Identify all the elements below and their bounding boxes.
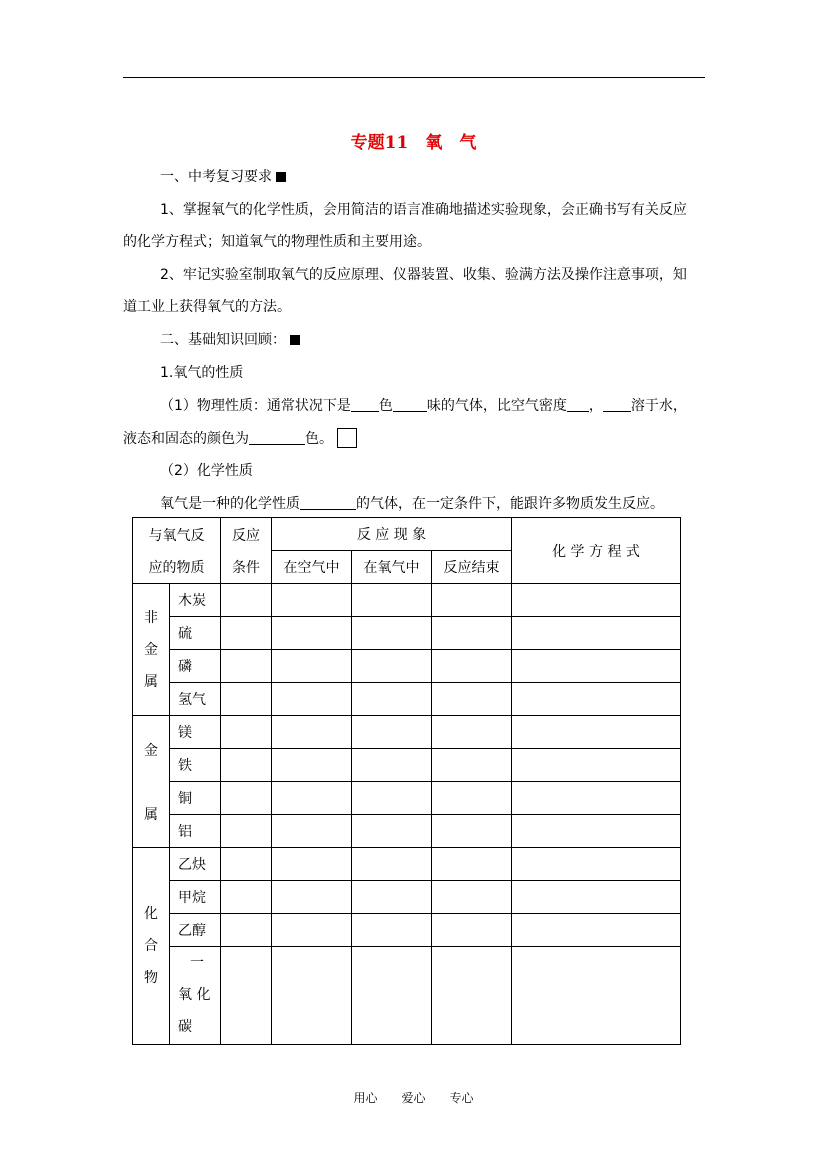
empty-cell[interactable] (352, 914, 432, 947)
subheading-chemical-properties: （2）化学性质 (160, 463, 253, 479)
empty-cell[interactable] (221, 914, 272, 947)
text-span: ， (588, 398, 603, 414)
co-line: 氧 化 (178, 987, 211, 1003)
text-span: 溶于水， (630, 398, 687, 414)
text-span: （1）物理性质：通常状况下是 (160, 398, 351, 414)
empty-cell[interactable] (512, 782, 681, 815)
empty-cell[interactable] (352, 650, 432, 683)
header-condition (221, 518, 272, 584)
requirement-1-line-1: 1、掌握氧气的化学性质，会用简洁的语言准确地描述实验现象，会正确书写有关反应 (160, 202, 687, 218)
physical-properties-line-1 (160, 396, 750, 416)
text-span: 液态和固态的颜色为 (123, 431, 249, 447)
empty-cell[interactable] (432, 914, 512, 947)
reaction-table (132, 517, 681, 1045)
empty-cell[interactable] (272, 782, 352, 815)
requirement-1-line-2: 的化学方程式；知道氧气的物理性质和主要用途。 (123, 234, 431, 250)
empty-cell[interactable] (512, 749, 681, 782)
empty-cell[interactable] (432, 617, 512, 650)
substance-cell: 木炭 (170, 584, 221, 617)
empty-cell[interactable] (272, 914, 352, 947)
substance-cell: 氢气 (170, 683, 221, 716)
substance-cell: 铜 (170, 782, 221, 815)
empty-cell[interactable] (272, 881, 352, 914)
empty-cell[interactable] (352, 815, 432, 848)
empty-cell[interactable] (272, 650, 352, 683)
fill-blank-density[interactable] (567, 397, 589, 412)
empty-cell[interactable] (221, 881, 272, 914)
text-span: 色 (378, 398, 393, 414)
chemical-intro-line (160, 494, 750, 514)
section-heading-basics (160, 330, 750, 350)
header-reaction-end: 反应结束 (432, 551, 512, 584)
empty-cell[interactable] (432, 683, 512, 716)
header-equation: 化 学 方 程 式 (512, 518, 681, 584)
group-char: 合 (144, 938, 158, 954)
header-line: 应的物质 (148, 559, 205, 576)
empty-cell[interactable] (352, 683, 432, 716)
empty-cell[interactable] (272, 947, 352, 1045)
empty-cell[interactable] (221, 815, 272, 848)
page-title: 专题11 氧 气 (350, 133, 477, 153)
empty-cell[interactable] (272, 617, 352, 650)
fill-blank-smell[interactable] (393, 397, 427, 412)
square-bullet-icon (276, 172, 286, 182)
empty-cell[interactable] (352, 584, 432, 617)
text-span: 氧气是一种的化学性质 (160, 496, 300, 512)
group-char: 金 (144, 641, 158, 658)
fill-blank-color[interactable] (351, 397, 379, 412)
empty-cell[interactable] (432, 716, 512, 749)
co-line: 一 (190, 955, 204, 971)
empty-cell[interactable] (221, 749, 272, 782)
footer-text: 用心 (353, 1091, 378, 1105)
header-line: 与氧气反 (148, 527, 205, 544)
empty-cell[interactable] (432, 947, 512, 1045)
substance-cell: 乙炔 (170, 848, 221, 881)
empty-cell[interactable] (512, 683, 681, 716)
group-char: 金 (144, 742, 158, 759)
header-line: 反应 (232, 527, 260, 544)
text-span: 色。 (305, 431, 333, 447)
empty-cell[interactable] (221, 650, 272, 683)
group-metal (133, 716, 170, 848)
section-heading-text: 一、中考复习要求 (160, 169, 272, 185)
fill-blank-activity[interactable] (300, 495, 356, 510)
group-nonmetal (133, 584, 170, 716)
empty-cell[interactable] (272, 584, 352, 617)
group-compound (133, 848, 170, 1045)
empty-cell[interactable] (352, 947, 432, 1045)
square-bullet-icon (290, 335, 300, 345)
checkbox-square-icon (337, 428, 357, 448)
empty-cell[interactable] (432, 782, 512, 815)
substance-cell: 铁 (170, 749, 221, 782)
section-heading-text: 二、基础知识回顾： (160, 332, 286, 348)
empty-cell[interactable] (432, 749, 512, 782)
empty-cell[interactable] (512, 716, 681, 749)
requirement-2-line-1: 2、牢记实验室制取氧气的反应原理、仪器装置、收集、验满方法及操作注意事项，知 (160, 267, 687, 283)
empty-cell[interactable] (512, 815, 681, 848)
empty-cell[interactable] (512, 914, 681, 947)
empty-cell[interactable] (352, 782, 432, 815)
text-span: 味的气体，比空气密度 (426, 398, 567, 414)
empty-cell[interactable] (352, 881, 432, 914)
page-footer (0, 1089, 827, 1106)
header-line: 条件 (232, 559, 260, 576)
empty-cell[interactable] (221, 947, 272, 1045)
empty-cell[interactable] (432, 584, 512, 617)
empty-cell[interactable] (221, 782, 272, 815)
section-heading-requirements (160, 167, 750, 187)
empty-cell[interactable] (432, 650, 512, 683)
header-rule (123, 77, 705, 78)
empty-cell[interactable] (432, 881, 512, 914)
subheading-oxygen-properties: 1.氧气的性质 (160, 365, 244, 381)
empty-cell[interactable] (352, 848, 432, 881)
substance-cell: 铝 (170, 815, 221, 848)
group-char: 非 (144, 609, 158, 626)
footer-text: 专心 (449, 1091, 474, 1105)
empty-cell[interactable] (272, 716, 352, 749)
empty-cell[interactable] (221, 716, 272, 749)
group-char: 属 (144, 673, 158, 690)
empty-cell[interactable] (512, 947, 681, 1045)
empty-cell[interactable] (512, 881, 681, 914)
header-in-oxygen: 在氧气中 (352, 551, 432, 584)
empty-cell[interactable] (352, 617, 432, 650)
empty-cell[interactable] (221, 683, 272, 716)
empty-cell[interactable] (352, 749, 432, 782)
group-char: 化 (144, 906, 158, 922)
substance-cell: 硫 (170, 617, 221, 650)
empty-cell[interactable] (221, 848, 272, 881)
substance-cell: 镁 (170, 716, 221, 749)
header-in-air: 在空气中 (272, 551, 352, 584)
empty-cell[interactable] (512, 650, 681, 683)
physical-properties-line-2 (123, 428, 713, 449)
empty-cell[interactable] (272, 815, 352, 848)
empty-cell[interactable] (512, 584, 681, 617)
group-char: 物 (144, 970, 158, 986)
co-line: 碳 (178, 1019, 192, 1035)
fill-blank-liquid-color[interactable] (249, 430, 305, 445)
substance-cell: 乙醇 (170, 914, 221, 947)
empty-cell[interactable] (221, 617, 272, 650)
header-phenomena: 反 应 现 象 (272, 518, 512, 551)
header-substance (133, 518, 221, 584)
empty-cell[interactable] (432, 848, 512, 881)
empty-cell[interactable] (512, 617, 681, 650)
empty-cell[interactable] (352, 716, 432, 749)
empty-cell[interactable] (512, 848, 681, 881)
group-char: 属 (144, 806, 158, 823)
substance-cell: 甲烷 (170, 881, 221, 914)
fill-blank-solubility[interactable] (603, 397, 631, 412)
empty-cell[interactable] (272, 848, 352, 881)
empty-cell[interactable] (221, 584, 272, 617)
substance-cell-co (170, 947, 221, 1045)
requirement-2-line-2: 道工业上获得氧气的方法。 (123, 299, 291, 315)
substance-cell: 磷 (170, 650, 221, 683)
footer-text: 爱心 (401, 1091, 426, 1105)
empty-cell[interactable] (272, 683, 352, 716)
empty-cell[interactable] (432, 815, 512, 848)
empty-cell[interactable] (272, 749, 352, 782)
text-span: 的气体，在一定条件下，能跟许多物质发生反应。 (356, 496, 664, 512)
